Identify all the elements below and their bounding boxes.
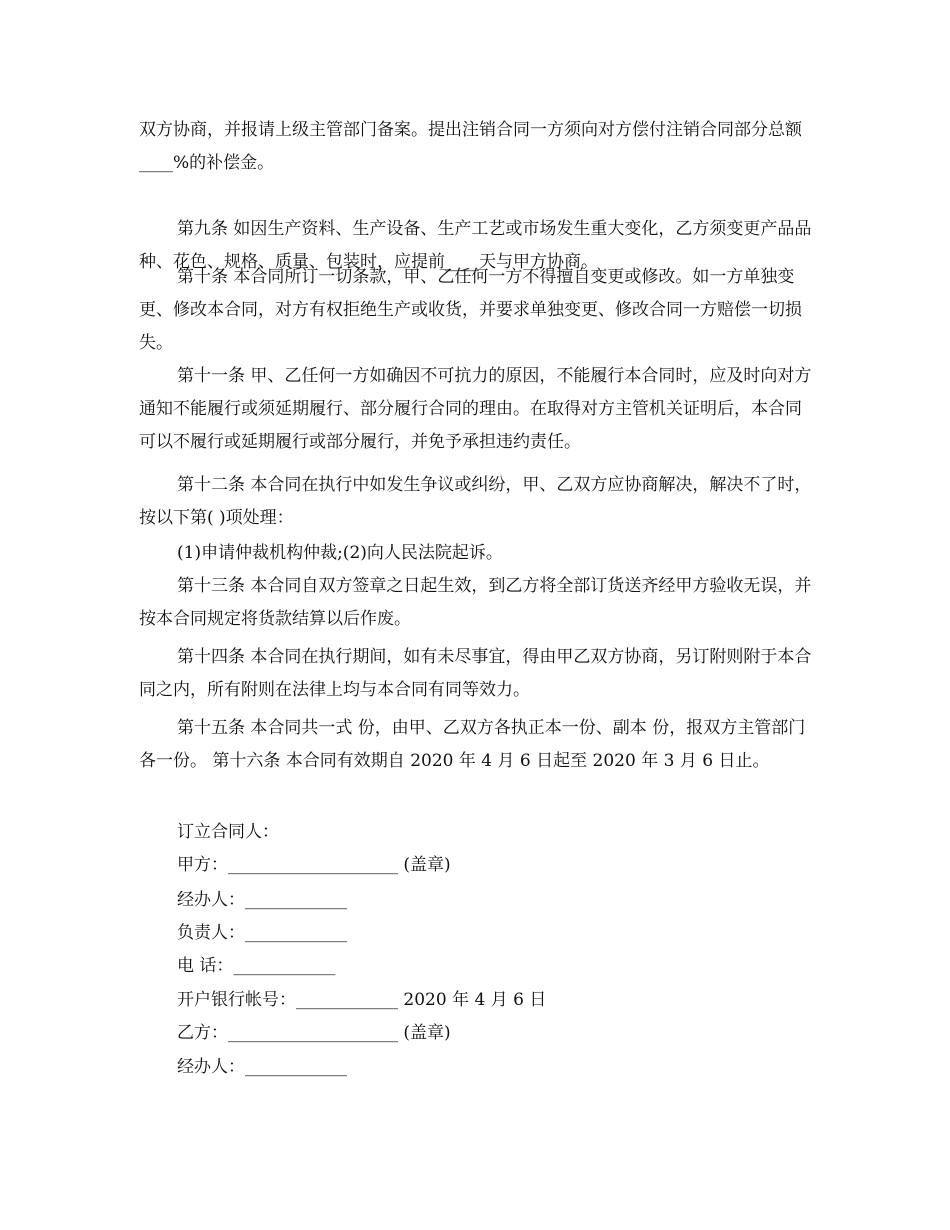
article-13: 第十三条 本合同自双方签章之日起生效，到乙方将全部订货送齐经甲方验收无误，并按本合同规定将货款结算以后作废。 — [139, 576, 812, 629]
party-a-phone-line: 电 话：____________ — [177, 956, 336, 976]
article-15-16: 第十五条 本合同共一式 份，由甲、乙双方各执正本一份、副本 份，报双方主管部门各一份。 第十六条 本合同有效期自 2020 年 4 月 6 日起至 2020 年 3 月 6 日止。 — [139, 718, 806, 771]
article-12-options: (1)申请仲裁机构仲裁;(2)向人民法院起诉。 — [177, 543, 503, 563]
party-a-bank-line: 开户银行帐号：____________ 2020 年 4 月 6 日 — [177, 990, 547, 1010]
party-b-line: 乙方：____________________ (盖章) — [177, 1023, 451, 1043]
article-10: 第十条 本合同所订一切条款，甲、乙任何一方不得擅自变更或修改。如一方单独变更、修改本合同，对方有权拒绝生产或收货，并要求单独变更、修改合同一方赔偿一切损失。 — [139, 267, 802, 353]
article-14: 第十四条 本合同在执行期间，如有未尽事宜，得由甲乙双方协商，另订附则附于本合同之内，所有附则在法律上均与本合同有同等效力。 — [139, 647, 812, 700]
party-a-agent-line: 经办人：____________ — [177, 890, 347, 910]
article-12: 第十二条 本合同在执行中如发生争议或纠纷，甲、乙双方应协商解决，解决不了时，按以下第( )项处理： — [139, 475, 812, 528]
signatories-heading: 订立合同人： — [177, 822, 279, 842]
article-9: 第九条 如因生产资料、生产设备、生产工艺或市场发生重大变化，乙方须变更产品品种、花色、规格、质量、包装时，应提前____天与甲方协商。 — [139, 219, 812, 272]
party-b-agent-line: 经办人：____________ — [177, 1057, 347, 1077]
party-a-principal-line: 负责人：____________ — [177, 923, 347, 943]
party-a-line: 甲方：____________________ (盖章) — [177, 855, 451, 875]
paragraph-continuation: 双方协商，并报请上级主管部门备案。提出注销合同一方须向对方偿付注销合同部分总额____%的补偿金。 — [139, 120, 802, 173]
article-11: 第十一条 甲、乙任何一方如确因不可抗力的原因，不能履行本合同时，应及时向对方通知不能履行或须延期履行、部分履行合同的理由。在取得对方主管机关证明后，本合同可以不履行或延期履行或部分履行，并免予承担违约责任。 — [139, 366, 812, 452]
